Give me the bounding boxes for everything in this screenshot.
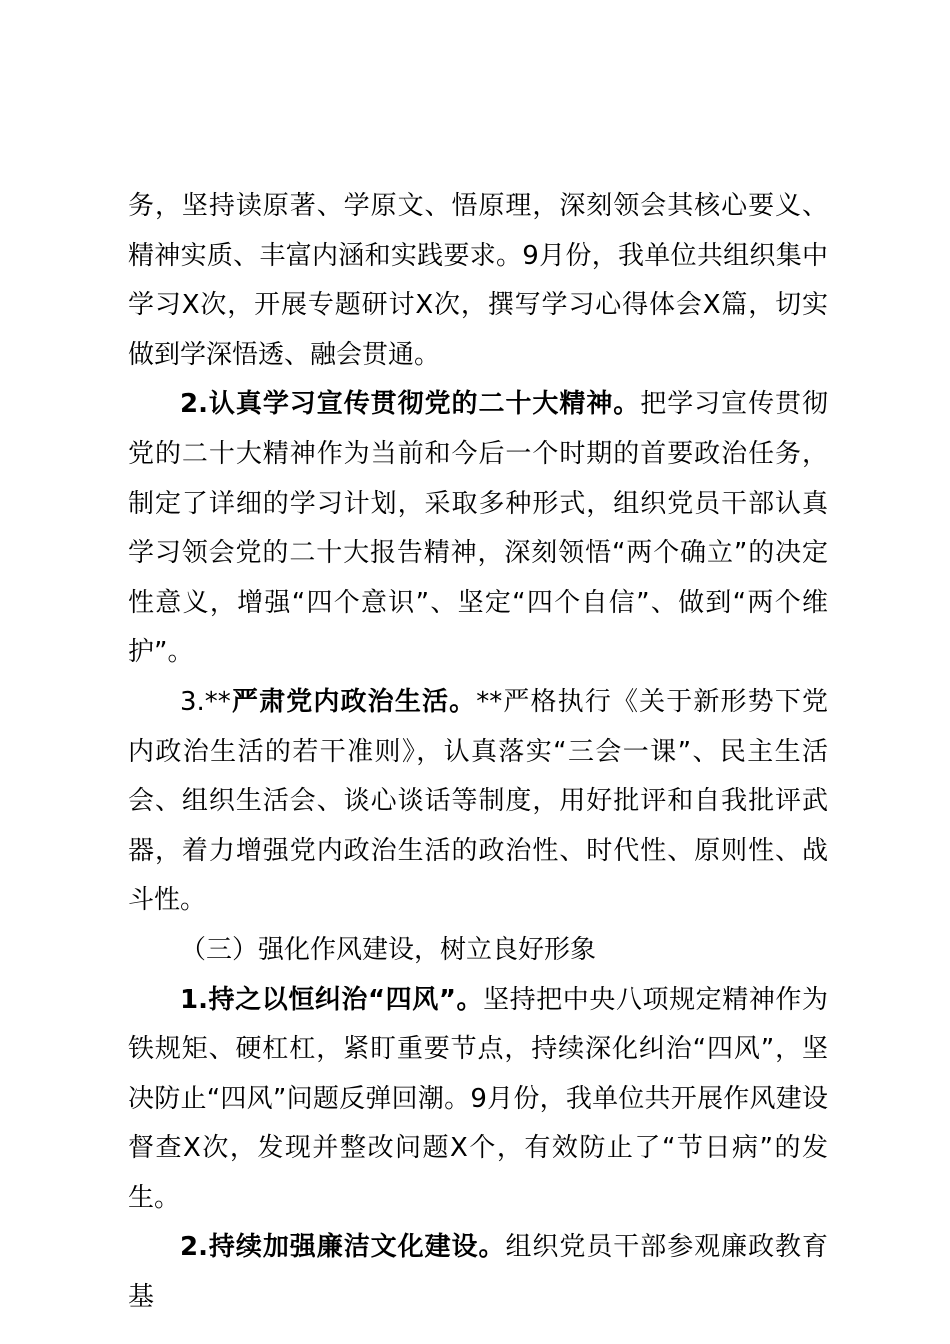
document-body — [128, 182, 828, 1323]
paragraph-text: 把学习宣传贯彻党的二十大精神作为当前和今后一个时期的首要政治任务，制定了详细的学习计划，采取多种形式，组织党员干部认真学习领会党的二十大报告精神，深刻领悟“两个确立”的决定性意义，增强“四个意识”、坚定“四个自信”、做到“两个维护”。 — [128, 389, 828, 668]
section-heading-work-style — [128, 926, 828, 976]
paragraph-four-winds — [128, 976, 828, 1224]
paragraph-text: **严格执行《关于新形势下党内政治生活的若干准则》，认真落实“三会一课”、民主生活会、组织生活会、谈心谈话等制度，用好批评和自我批评武器，着力增强党内政治生活的政治性、时代性、原则性、战斗性。 — [128, 686, 828, 916]
section-heading-text: （三）强化作风建设，树立良好形象 — [180, 934, 597, 965]
paragraph-integrity-culture — [128, 1223, 828, 1322]
paragraph-heading: 严肃党内政治生活。 — [230, 686, 477, 717]
paragraph-heading: 1.持之以恒纠治“四风”。 — [180, 984, 484, 1015]
paragraph-text: 务，坚持读原著、学原文、悟原理，深刻领会其核心要义、精神实质、丰富内涵和实践要求。9月份，我单位共组织集中学习X次，开展专题研讨X次，撰写学习心得体会X篇，切实做到学深悟透、融会贯通。 — [128, 191, 828, 370]
paragraph-prefix: 3.** — [180, 686, 231, 717]
paragraph-twentieth-congress — [128, 380, 828, 678]
paragraph-heading: 2.认真学习宣传贯彻党的二十大精神。 — [180, 389, 641, 420]
paragraph-text: 组织党员干部参观廉政教育基 — [128, 1232, 828, 1313]
paragraph-study-theory — [128, 182, 828, 380]
paragraph-political-life — [128, 678, 828, 926]
paragraph-text: 坚持把中央八项规定精神作为铁规矩、硬杠杠，紧盯重要节点，持续深化纠治“四风”，坚决防止“四风”问题反弹回潮。9月份，我单位共开展作风建设督查X次，发现并整改问题X个，有效防止了“节日病”的发生。 — [128, 984, 828, 1213]
paragraph-heading: 2.持续加强廉洁文化建设。 — [180, 1232, 506, 1263]
